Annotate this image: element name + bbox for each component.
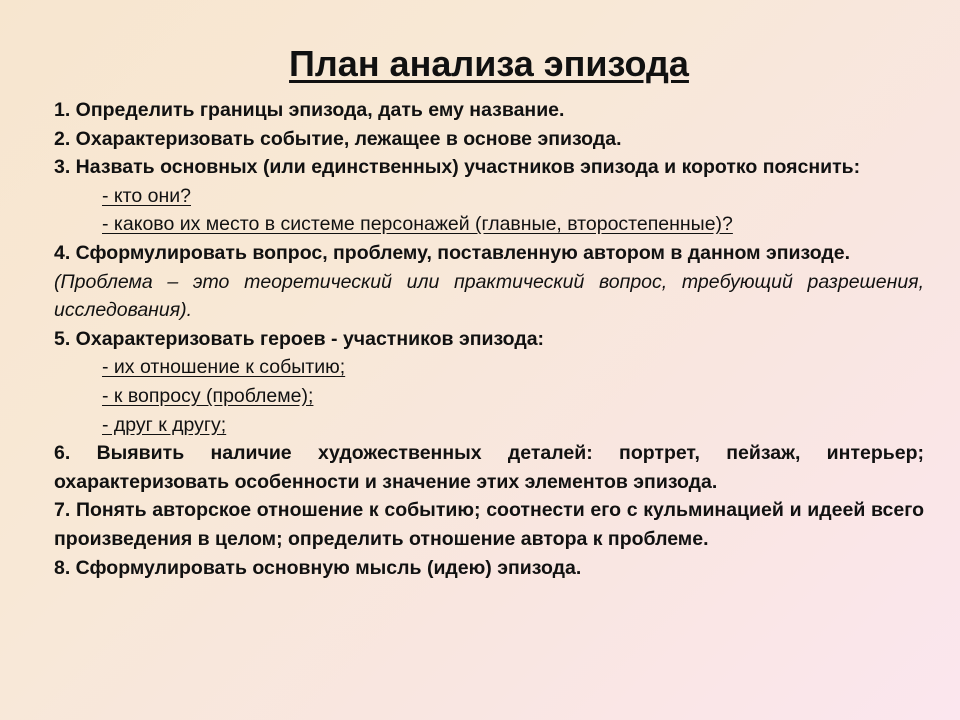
list-item-5: 5. Охарактеризовать героев - участников эпизода: [54, 327, 545, 350]
list-item-7: 7. Понять авторское отношение к событию; соотнести его с кульминацией и идеей всего произведения в целом; определить отношение автора к проблеме. [54, 499, 924, 550]
list-item-5-sub-1 [54, 353, 924, 382]
list-item-5-sub-3-text: - друг к другу; [102, 413, 227, 436]
list-item-3: 3. Назвать основных (или единственных) участников эпизода и коротко пояснить: [54, 156, 861, 179]
list-item-3-sub-1-text: - кто они? [102, 184, 191, 207]
page-title-text: План анализа эпизода [289, 43, 689, 84]
list-item-4: 4. Сформулировать вопрос, проблему, поставленную автором в данном эпизоде. [54, 241, 851, 264]
page-title [54, 40, 924, 88]
list-item-3-sub-2 [54, 210, 924, 239]
list-item-1: 1. Определить границы эпизода, дать ему название. [54, 99, 565, 121]
list-item-8: 8. Сформулировать основную мысль (идею) эпизода. [54, 556, 582, 579]
list-item-4-note: (Проблема – это теоретический или практический вопрос, требующий разрешения, исследования). [54, 270, 924, 322]
list-item-6: 6. Выявить наличие художественных деталей: портрет, пейзаж, интерьер; охарактеризовать особенности и значение этих элементов эпизода. [54, 442, 924, 493]
list-item-5-sub-2 [54, 382, 924, 411]
list-item-2: 2. Охарактеризовать событие, лежащее в основе эпизода. [54, 127, 622, 150]
list-item-5-sub-2-text: - к вопросу (проблеме); [102, 384, 314, 407]
list-item-3-sub-1 [54, 182, 924, 211]
list-item-5-sub-1-text: - их отношение к событию; [102, 356, 346, 379]
list-item-3-sub-2-text: - каково их место в системе персонажей (главные, второстепенные)? [102, 213, 733, 236]
list-item-5-sub-3 [54, 411, 924, 440]
